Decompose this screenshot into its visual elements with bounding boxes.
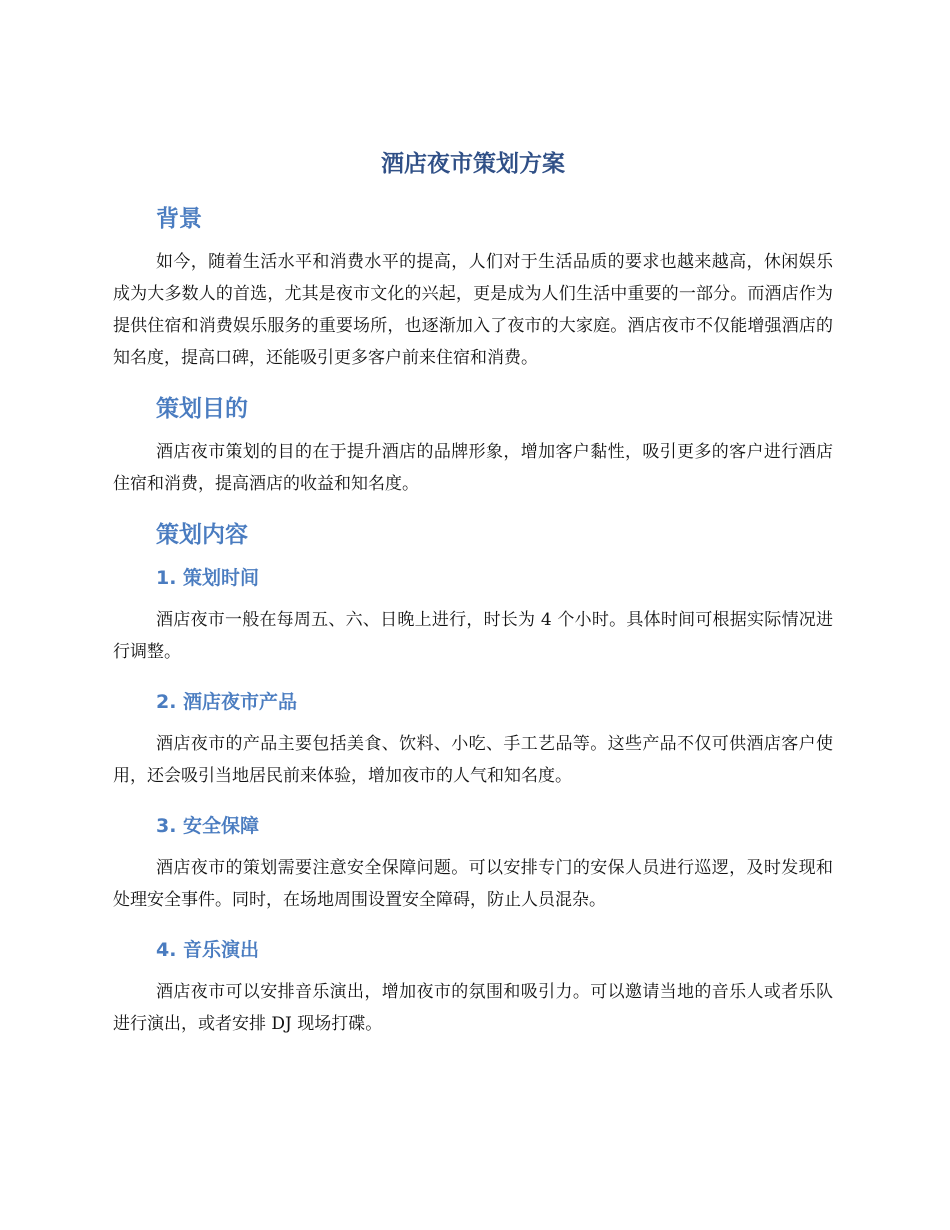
subsection-heading-safety: 3. 安全保障 <box>156 815 260 837</box>
section-heading-background: 背景 <box>156 206 202 232</box>
document-body <box>113 140 833 1058</box>
subsection-paragraph-music: 酒店夜市可以安排音乐演出，增加夜市的氛围和吸引力。可以邀请当地的音乐人或者乐队进行演出，或者安排 DJ 现场打碟。 <box>113 982 833 1034</box>
subsection-paragraph-products: 酒店夜市的产品主要包括美食、饮料、小吃、手工艺品等。这些产品不仅可供酒店客户使用，还会吸引当地居民前来体验，增加夜市的人气和知名度。 <box>113 734 833 786</box>
subsection-paragraph-safety: 酒店夜市的策划需要注意安全保障问题。可以安排专门的安保人员进行巡逻，及时发现和处理安全事件。同时，在场地周围设置安全障碍，防止人员混杂。 <box>113 858 833 910</box>
subsection-heading-music: 4. 音乐演出 <box>156 939 260 961</box>
section-heading-purpose: 策划目的 <box>156 396 248 422</box>
subsection-heading-products: 2. 酒店夜市产品 <box>156 691 298 713</box>
section-paragraph-purpose: 酒店夜市策划的目的在于提升酒店的品牌形象，增加客户黏性，吸引更多的客户进行酒店住宿和消费，提高酒店的收益和知名度。 <box>113 442 833 494</box>
document-title: 酒店夜市策划方案 <box>381 151 565 177</box>
section-paragraph-background: 如今，随着生活水平和消费水平的提高，人们对于生活品质的要求也越来越高，休闲娱乐成为大多数人的首选，尤其是夜市文化的兴起，更是成为人们生活中重要的一部分。而酒店作为提供住宿和消费娱乐服务的重要场所，也逐渐加入了夜市的大家庭。酒店夜市不仅能增强酒店的知名度，提高口碑，还能吸引更多客户前来住宿和消费。 <box>113 252 833 368</box>
subsection-heading-time: 1. 策划时间 <box>156 567 260 589</box>
section-heading-content: 策划内容 <box>156 522 248 548</box>
subsection-paragraph-time: 酒店夜市一般在每周五、六、日晚上进行，时长为 4 个小时。具体时间可根据实际情况进行调整。 <box>113 610 833 662</box>
